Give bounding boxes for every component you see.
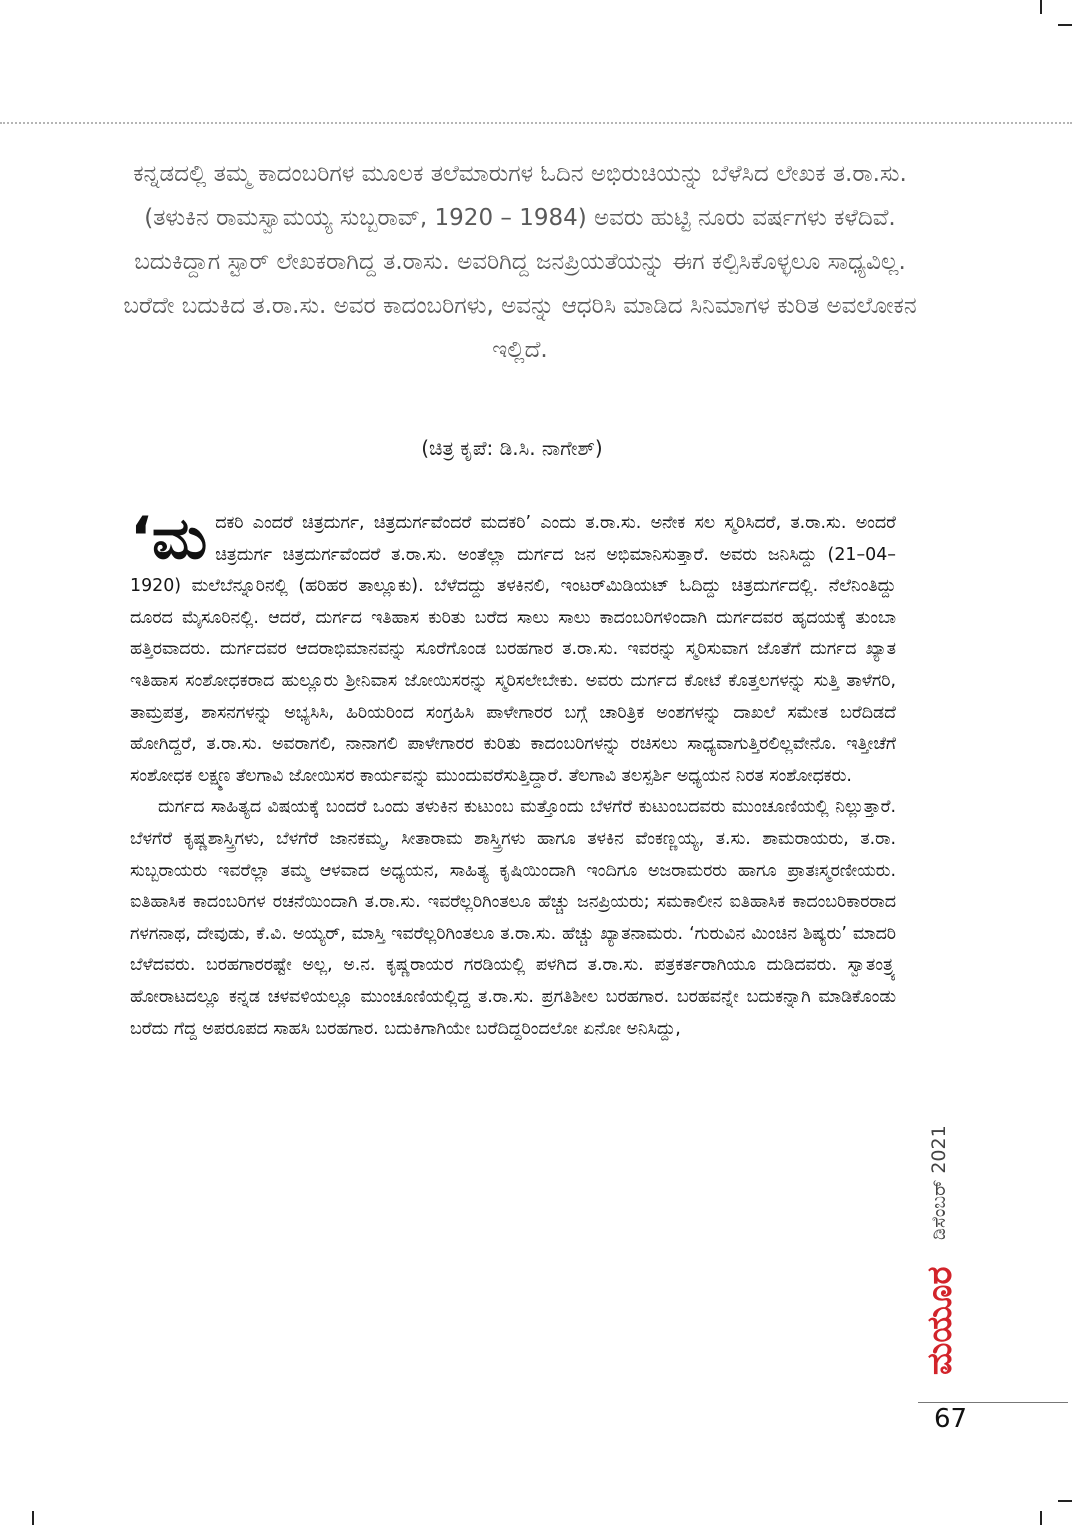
folio-rule bbox=[918, 1402, 1068, 1403]
page-number: 67 bbox=[934, 1404, 968, 1434]
crop-mark-bottom bbox=[1040, 1511, 1042, 1525]
drop-cap: ‘ಮ bbox=[130, 504, 208, 572]
article-intro: ಕನ್ನಡದಲ್ಲಿ ತಮ್ಮ ಕಾದಂಬರಿಗಳ ಮೂಲಕ ತಲೆಮಾರುಗಳ ಓದಿನ ಅಭಿರುಚಿಯನ್ನು ಬೆಳೆಸಿದ ಲೇಖಕ ತ.ರಾ.ಸು. (ತಳುಕಿನ ರಾಮಸ್ವಾಮಯ್ಯ ಸುಬ್ಬರಾವ್, 1920 – 1984) ಅವರು ಹುಟ್ಟಿ ನೂರು ವರ್ಷಗಳು ಕಳೆದಿವೆ. ಬದುಕಿದ್ದಾಗ ಸ್ಟಾರ್ ಲೇಖಕರಾಗಿದ್ದ ತ.ರಾಸು. ಅವರಿಗಿದ್ದ ಜನಪ್ರಿಯತೆಯನ್ನು ಈಗ ಕಲ್ಪಿಸಿಕೊಳ್ಳಲೂ ಸಾಧ್ಯವಿಲ್ಲ. ಬರೆದೇ ಬದುಕಿದ ತ.ರಾ.ಸು. ಅವರ ಕಾದಂಬರಿಗಳು, ಅವನ್ನು ಆಧರಿಸಿ ಮಾಡಿದ ಸಿನಿಮಾಗಳ ಕುರಿತ ಅವಲೋಕನ ಇಲ್ಲಿದೆ. bbox=[123, 161, 917, 363]
article-paragraph: ದುರ್ಗದ ಸಾಹಿತ್ಯದ ವಿಷಯಕ್ಕೆ ಬಂದರೆ ಒಂದು ತಳುಕಿನ ಕುಟುಂಬ ಮತ್ತೊಂದು ಬೆಳಗೆರೆ ಕುಟುಂಬದವರು ಮುಂಚೂಣಿಯಲ್ಲಿ ನಿಲ್ಲುತ್ತಾರೆ. ಬೆಳಗೆರೆ ಕೃಷ್ಣಶಾಸ್ತ್ರಿಗಳು, ಬೆಳಗೆರೆ ಜಾನಕಮ್ಮ, ಸೀತಾರಾಮ ಶಾಸ್ತ್ರಿಗಳು ಹಾಗೂ ತಳಕಿನ ವೆಂಕಣ್ಣಯ್ಯ, ತ.ಸು. ಶಾಮರಾಯರು, ತ.ರಾ. ಸುಬ್ಬರಾಯರು ಇವರೆಲ್ಲಾ ತಮ್ಮ ಆಳವಾದ ಅಧ್ಯಯನ, ಸಾಹಿತ್ಯ ಕೃಷಿಯಿಂದಾಗಿ ಇಂದಿಗೂ ಅಜರಾಮರರು ಹಾಗೂ ಪ್ರಾತಃಸ್ಮರಣೀಯರು. ಐತಿಹಾಸಿಕ ಕಾದಂಬರಿಗಳ ರಚನೆಯಿಂದಾಗಿ ತ.ರಾ.ಸು. ಇವರೆಲ್ಲರಿಗಿಂತಲೂ ಹೆಚ್ಚು ಜನಪ್ರಿಯರು; ಸಮಕಾಲೀನ ಐತಿಹಾಸಿಕ ಕಾದಂಬರಿಕಾರರಾದ ಗಳಗನಾಥ, ದೇವುಡು, ಕೆ.ವಿ. ಅಯ್ಯರ್, ಮಾಸ್ತಿ ಇವರೆಲ್ಲರಿಗಿಂತಲೂ ತ.ರಾ.ಸು. ಹೆಚ್ಚು ಖ್ಯಾತನಾಮರು. ‘ಗುರುವಿನ ಮಿಂಚಿನ ಶಿಷ್ಯರು’ ಮಾದರಿ ಬೆಳೆದವರು. ಬರಹಗಾರರಷ್ಟೇ ಅಲ್ಲ, ಅ.ನ. ಕೃಷ್ಣರಾಯರ ಗರಡಿಯಲ್ಲಿ ಪಳಗಿದ ತ.ರಾ.ಸು. ಪತ್ರಕರ್ತರಾಗಿಯೂ ದುಡಿದವರು. ಸ್ವಾತಂತ್ರ್ಯ ಹೋರಾಟದಲ್ಲೂ ಕನ್ನಡ ಚಳವಳಿಯಲ್ಲೂ ಮುಂಚೂಣಿಯಲ್ಲಿದ್ದ ತ.ರಾ.ಸು. ಪ್ರಗತಿಶೀಲ ಬರಹಗಾರ. ಬರಹವನ್ನೇ ಬದುಕನ್ನಾಗಿ ಮಾಡಿಕೊಂಡು ಬರೆದು ಗೆದ್ದ ಅಪರೂಪದ ಸಾಹಸಿ ಬರಹಗಾರ. ಬದುಕಿಗಾಗಿಯೇ ಬರೆದಿದ್ದರಿಂದಲೋ ಏನೋ ಅನಿಸಿದ್ದು, bbox=[130, 797, 896, 1039]
issue-date: ಡಿಸೆಂಬರ್ 2021 bbox=[928, 1125, 950, 1240]
photo-credit: (ಚಿತ್ರ ಕೃಪೆ: ಡಿ.ಸಿ. ನಾಗೇಶ್) bbox=[421, 436, 603, 460]
header-dotted-rule bbox=[0, 122, 1072, 124]
article-body bbox=[130, 504, 896, 1045]
paragraph-text: ದಕರಿ ಎಂದರೆ ಚಿತ್ರದುರ್ಗ, ಚಿತ್ರದುರ್ಗವೆಂದರೆ ಮದಕರಿ’ ಎಂದು ತ.ರಾ.ಸು. ಅನೇಕ ಸಲ ಸ್ಮರಿಸಿದರೆ, ತ.ರಾ.ಸು. ಅಂದರೆ ಚಿತ್ರದುರ್ಗ ಚಿತ್ರದುರ್ಗವೆಂದರೆ ತ.ರಾ.ಸು. ಅಂತೆಲ್ಲಾ ದುರ್ಗದ ಜನ ಅಭಿಮಾನಿಸುತ್ತಾರೆ. ಅವರು ಜನಿಸಿದ್ದು (21–04–1920) ಮಲೆಬೆನ್ನೂರಿನಲ್ಲಿ (ಹರಿಹರ ತಾಲ್ಲೂಕು). ಬೆಳೆದದ್ದು ತಳಕಿನಲಿ, ಇಂಟರ್‌ಮಿಡಿಯಟ್ ಓದಿದ್ದು ಚಿತ್ರದುರ್ಗದಲ್ಲಿ. ನೆಲೆನಿಂತಿದ್ದು ದೂರದ ಮೈಸೂರಿನಲ್ಲಿ. ಆದರೆ, ದುರ್ಗದ ಇತಿಹಾಸ ಕುರಿತು ಬರೆದ ಸಾಲು ಸಾಲು ಕಾದಂಬರಿಗಳಿಂದಾಗಿ ದುರ್ಗದವರ ಹೃದಯಕ್ಕೆ ತುಂಬಾ ಹತ್ತಿರವಾದರು. ದುರ್ಗದವರ ಆದರಾಭಿಮಾನವನ್ನು ಸೂರೆಗೊಂಡ ಬರಹಗಾರ ತ.ರಾ.ಸು. ಇವರನ್ನು ಸ್ಮರಿಸುವಾಗ ಜೊತೆಗೆ ದುರ್ಗದ ಖ್ಯಾತ ಇತಿಹಾಸ ಸಂಶೋಧಕರಾದ ಹುಲ್ಲೂರು ಶ್ರೀನಿವಾಸ ಜೋಯಿಸರನ್ನು ಸ್ಮರಿಸಲೇಬೇಕು. ಅವರು ದುರ್ಗದ ಕೋಟೆ ಕೊತ್ತಲಗಳನ್ನು ಸುತ್ತಿ ತಾಳೆಗರಿ, ತಾಮ್ರಪತ್ರ, ಶಾಸನಗಳನ್ನು ಅಭ್ಯಸಿಸಿ, ಹಿರಿಯರಿಂದ ಸಂಗ್ರಹಿಸಿ ಪಾಳೇಗಾರರ ಬಗ್ಗೆ ಚಾರಿತ್ರಿಕ ಅಂಶಗಳನ್ನು ದಾಖಲೆ ಸಮೇತ ಬರೆದಿಡದೆ ಹೋಗಿದ್ದರೆ, ತ.ರಾ.ಸು. ಅವರಾಗಲಿ, ನಾನಾಗಲಿ ಪಾಳೇಗಾರರ ಕುರಿತು ಕಾದಂಬರಿಗಳನ್ನು ರಚಿಸಲು ಸಾಧ್ಯವಾಗುತ್ತಿರಲಿಲ್ಲವೇನೊ. ಇತ್ತೀಚೆಗೆ ಸಂಶೋಧಕ ಲಕ್ಷ್ಮಣ ತೆಲಗಾವಿ ಜೋಯಿಸರ ಕಾರ್ಯವನ್ನು ಮುಂದುವರೆಸುತ್ತಿದ್ದಾರೆ. ತೆಲಗಾವಿ ತಲಸ್ಪರ್ಶಿ ಅಧ್ಯಯನ ನಿರತ ಸಂಶೋಧಕರು. bbox=[130, 513, 896, 786]
magazine-logo: ಮಯೂರ bbox=[920, 1266, 960, 1376]
crop-mark-bottom-right bbox=[1058, 1500, 1072, 1502]
crop-mark-top bbox=[1040, 0, 1042, 14]
crop-mark-bottom-left bbox=[32, 1511, 34, 1525]
crop-mark-top-right bbox=[1058, 24, 1072, 26]
article-paragraph bbox=[130, 504, 896, 792]
